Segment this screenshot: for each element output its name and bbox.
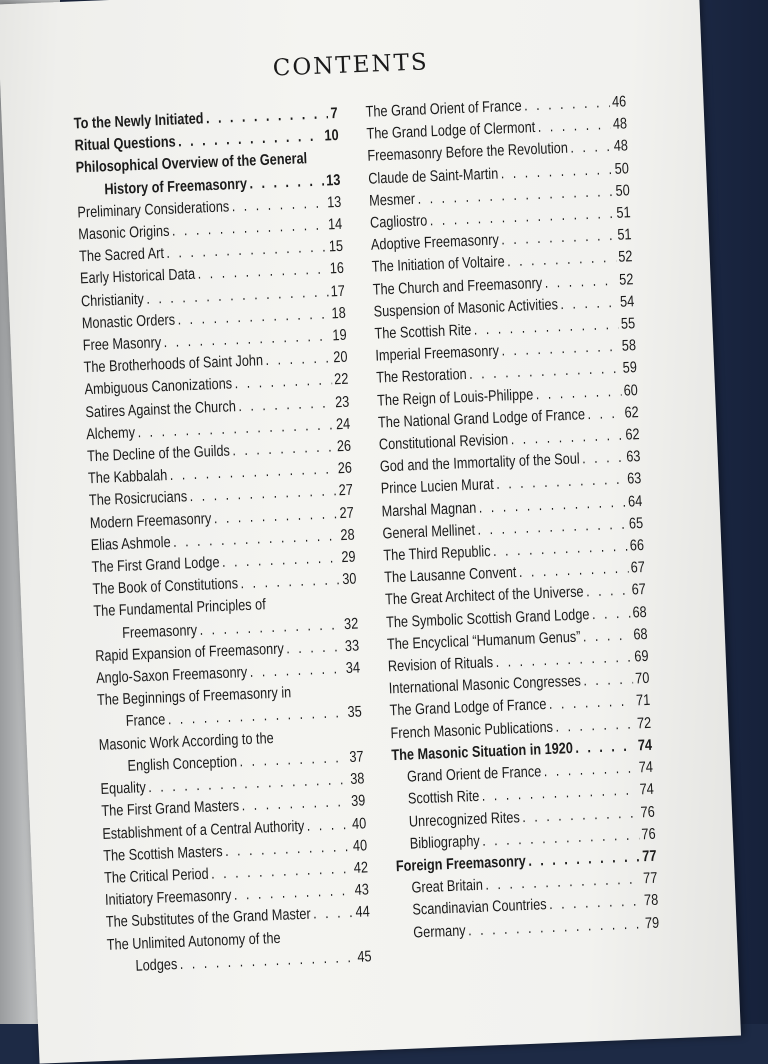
toc-entry-title: The National Grand Lodge of France: [377, 406, 586, 432]
toc-entry-title: The Kabbalah: [87, 467, 168, 488]
toc-entry-title: The Symbolic Scottish Grand Lodge: [385, 605, 590, 632]
toc-entry-title: Establishment of a Central Authority: [102, 817, 305, 843]
toc-entry-title: The Great Architect of the Universe: [384, 583, 584, 609]
toc-page-number: 50: [614, 159, 630, 178]
toc-entry-title: Early Historical Data: [79, 266, 196, 288]
toc-entry-title: Free Masonry: [82, 334, 162, 355]
toc-entry-title: Claude de Saint-Martin: [367, 165, 499, 188]
toc-page-number: 14: [327, 215, 343, 234]
toc-entry-title: Grand Orient de France: [406, 763, 542, 786]
toc-entry-title-line: The Unlimited Autonomy of the: [106, 929, 281, 954]
toc-page-number: 67: [631, 581, 647, 599]
toc-entry-title: International Masonic Congresses: [388, 672, 582, 698]
dot-leader: [313, 902, 354, 926]
toc-entry-title: God and the Immortality of the Soul: [379, 450, 581, 476]
toc-entry-title: The Third Republic: [383, 543, 491, 565]
toc-page-number: 19: [332, 326, 347, 345]
toc-page-number: 28: [340, 526, 355, 545]
toc-page-number: 72: [636, 714, 652, 733]
toc-entry-title: The Rosicrucians: [88, 488, 188, 510]
toc-page-number: 58: [621, 337, 637, 355]
toc-page-number: 43: [354, 881, 370, 899]
toc-page-number: 38: [349, 770, 365, 789]
toc-entry-title: Mesmer: [368, 190, 416, 210]
toc-page-number: 7: [330, 104, 339, 123]
toc-entry-title: The Scottish Masters: [102, 842, 223, 865]
toc-page-number: 30: [341, 570, 357, 589]
toc-entry-title: Imperial Freemasonry: [375, 342, 500, 365]
toc-page-number: 46: [611, 93, 627, 111]
toc-page-number: 78: [643, 892, 659, 910]
toc-entry-title-line: Philosophical Overview of the General: [75, 150, 308, 177]
toc-page-number: 79: [644, 914, 660, 932]
toc-entry-title: The First Grand Masters: [101, 797, 240, 821]
toc-entry-title: The Grand Lodge of Clermont: [366, 119, 536, 143]
dot-leader: [265, 348, 331, 373]
dot-leader: [582, 624, 631, 648]
toc-page-number: 62: [624, 403, 640, 422]
toc-entry-title: Constitutional Revision: [378, 431, 509, 454]
toc-right-column: [365, 91, 659, 945]
dot-leader: [582, 447, 625, 471]
toc-entry-title-line: Masonic Work According to the: [98, 729, 274, 754]
toc-entry-title: Preliminary Considerations: [77, 198, 230, 222]
toc-page-number: 64: [627, 492, 643, 511]
toc-page-number: 50: [615, 182, 631, 200]
toc-entry-title: The Masonic Situation in 1920: [391, 739, 574, 765]
toc-page-number: 68: [632, 603, 648, 622]
toc-page-number: 59: [622, 359, 638, 378]
toc-page-number: 48: [613, 137, 629, 156]
toc-entry-title: Ritual Questions: [74, 133, 177, 155]
toc-entry-title: General Mellinet: [382, 521, 476, 543]
toc-page-number: 74: [639, 781, 655, 799]
toc-entry-title: Alchemy: [86, 424, 136, 444]
toc-page-number: 40: [352, 837, 368, 855]
toc-page-number: 45: [357, 947, 372, 966]
toc-page-number: 52: [618, 270, 634, 289]
toc-page-number: 24: [335, 415, 351, 434]
toc-entry-title: Revision of Rituals: [387, 654, 494, 676]
toc-page-number: 13: [325, 171, 341, 190]
toc-page-number: 26: [337, 459, 353, 478]
toc-page-number: 51: [616, 204, 631, 222]
toc-entry-title: Scandinavian Countries: [412, 896, 547, 919]
toc-page-number: 74: [638, 758, 654, 777]
toc-entry-title: The Grand Lodge of France: [389, 696, 547, 720]
dot-leader: [249, 170, 324, 195]
toc-entry-title: Germany: [413, 921, 466, 942]
toc-page-number: 27: [339, 504, 355, 522]
toc-entry-title: France: [125, 711, 166, 731]
dot-leader: [240, 569, 340, 595]
toc-entry-title: The Grand Orient of France: [365, 97, 522, 121]
toc-entry-title: Modern Freemasonry: [89, 509, 212, 532]
toc-entry-title: Freemasonry Before the Revolution: [367, 140, 569, 166]
toc-entry-title: History of Freemasonry: [104, 175, 248, 198]
toc-page-number: 29: [341, 548, 356, 567]
toc-entry-title: The First Grand Lodge: [91, 554, 220, 577]
toc-left-column: [73, 103, 372, 979]
dot-leader: [586, 580, 630, 604]
toc-page-number: 22: [333, 371, 349, 389]
page-title: CONTENTS: [272, 49, 430, 82]
toc-entry-title: The Sacred Art: [78, 245, 165, 266]
toc-entry-title: To the Newly Initiated: [73, 110, 204, 133]
toc-entry-title: Ambiguous Canonizations: [84, 375, 233, 399]
toc-page-number: 48: [612, 115, 628, 134]
dot-leader: [575, 735, 636, 760]
dot-leader: [587, 403, 623, 427]
toc-page-number: 60: [623, 381, 639, 400]
toc-entry-title: The Church and Freemasonry: [372, 274, 543, 299]
toc-entry-title: Monastic Orders: [81, 311, 176, 333]
toc-entry-title: Unrecognized Rites: [408, 808, 521, 831]
toc-page-number: 77: [642, 869, 658, 888]
dot-leader: [570, 136, 612, 160]
toc-page-number: 20: [333, 348, 348, 367]
toc-entry-title-line: The Beginnings of Freemasonry in: [96, 684, 292, 710]
toc-entry-title: Masonic Origins: [77, 222, 170, 244]
toc-entry-title: The Substitutes of the Grand Master: [105, 905, 312, 932]
toc-entry-title: The Lausanne Convent: [384, 564, 517, 587]
dot-leader: [249, 658, 344, 684]
toc-entry-title: Satires Against the Church: [85, 397, 237, 421]
toc-page-number: 55: [620, 315, 636, 333]
toc-entry-title: Scottish Rite: [407, 788, 480, 808]
toc-page-number: 51: [617, 226, 632, 245]
toc-page-number: 32: [343, 615, 359, 633]
toc-entry-title: The Brotherhoods of Saint John: [83, 352, 264, 377]
toc-page-number: 54: [619, 293, 635, 311]
toc-page-number: 34: [345, 659, 361, 678]
toc-entry-title: The Scottish Rite: [374, 321, 472, 343]
dot-leader: [583, 669, 633, 693]
toc-page-number: 63: [626, 470, 642, 489]
toc-page-number: 23: [334, 393, 350, 411]
toc-entry-title: French Masonic Publications: [390, 718, 554, 742]
toc-page-number: 13: [326, 193, 342, 212]
dot-leader: [306, 814, 350, 838]
toc-entry-title: Marshal Magnan: [381, 499, 477, 521]
toc-entry-title: Foreign Freemasonry: [395, 852, 527, 876]
toc-entry-title: Rapid Expansion of Freemasonry: [94, 640, 285, 665]
toc-entry-title: Adoptive Freemasonry: [370, 231, 500, 254]
toc-page-number: 71: [635, 692, 651, 710]
toc-entry-title: The Encyclical “Humanum Genus”: [386, 628, 581, 654]
toc-page-number: 63: [625, 448, 641, 466]
toc-entry-title: Bibliography: [409, 832, 481, 853]
toc-entry-title-line: The Fundamental Principles of: [93, 596, 267, 621]
toc-page-number: 16: [329, 260, 345, 278]
dot-leader: [591, 602, 630, 626]
toc-entry-title: Cagliostro: [369, 212, 428, 232]
toc-page-number: 17: [330, 282, 346, 300]
toc-page-number: 18: [331, 304, 347, 323]
toc-page-number: 42: [353, 859, 369, 877]
toc-page-number: 52: [617, 248, 633, 267]
toc-entry-title: English Conception: [127, 753, 238, 775]
dot-leader: [286, 636, 343, 660]
toc-entry-title: Great Britain: [411, 876, 484, 897]
toc-page-number: 27: [338, 482, 354, 500]
toc-entry-title: Initiatory Freemasonry: [104, 886, 232, 910]
toc-page-number: 69: [633, 647, 649, 666]
toc-entry-title: The Initiation of Voltaire: [371, 253, 505, 277]
toc-entry-title: Lodges: [135, 955, 178, 975]
toc-entry-title: The Decline of the Guilds: [86, 442, 231, 466]
toc-page-number: 15: [328, 238, 344, 256]
dot-leader: [555, 713, 635, 738]
toc-entry-title: Christianity: [80, 290, 145, 311]
toc-page-number: 62: [625, 426, 640, 444]
toc-page-number: 66: [629, 537, 645, 555]
toc-page-number: 44: [355, 903, 371, 922]
dot-leader: [537, 114, 611, 139]
toc-page-number: 35: [347, 703, 363, 722]
toc-page-number: 65: [628, 514, 644, 533]
toc-page-number: 76: [640, 803, 656, 821]
dot-leader: [560, 292, 618, 316]
toc-page-number: 76: [641, 825, 656, 844]
toc-page-number: 37: [349, 748, 364, 766]
toc-page-number: 70: [634, 670, 650, 688]
toc-page-number: 26: [336, 437, 352, 456]
toc-page-number: 74: [637, 736, 653, 755]
toc-page-number: 67: [630, 559, 646, 577]
toc-entry-title: Freemasonry: [121, 621, 198, 642]
toc-entry-title: The Critical Period: [103, 865, 209, 887]
toc-page-number: 77: [642, 847, 657, 866]
toc-entry-title: Suspension of Masonic Activities: [373, 296, 559, 321]
toc-entry-title: The Reign of Louis-Philippe: [376, 385, 534, 410]
toc-page-number: 40: [351, 814, 367, 833]
toc-entry-title: Elias Ashmole: [90, 533, 171, 555]
toc-page-number: 68: [633, 625, 648, 644]
dot-leader: [544, 269, 617, 294]
toc-entry-title: Equality: [100, 779, 147, 799]
toc-entry-title: Prince Lucien Murat: [380, 476, 495, 498]
toc-page-number: 33: [344, 637, 360, 655]
toc-entry-title: Anglo-Saxon Freemasonry: [95, 664, 248, 688]
toc-page-number: 39: [350, 792, 366, 811]
toc-entry-title: The Restoration: [375, 366, 468, 388]
toc-entry-title: The Book of Constitutions: [92, 575, 239, 599]
toc-page-number: 10: [324, 127, 339, 145]
